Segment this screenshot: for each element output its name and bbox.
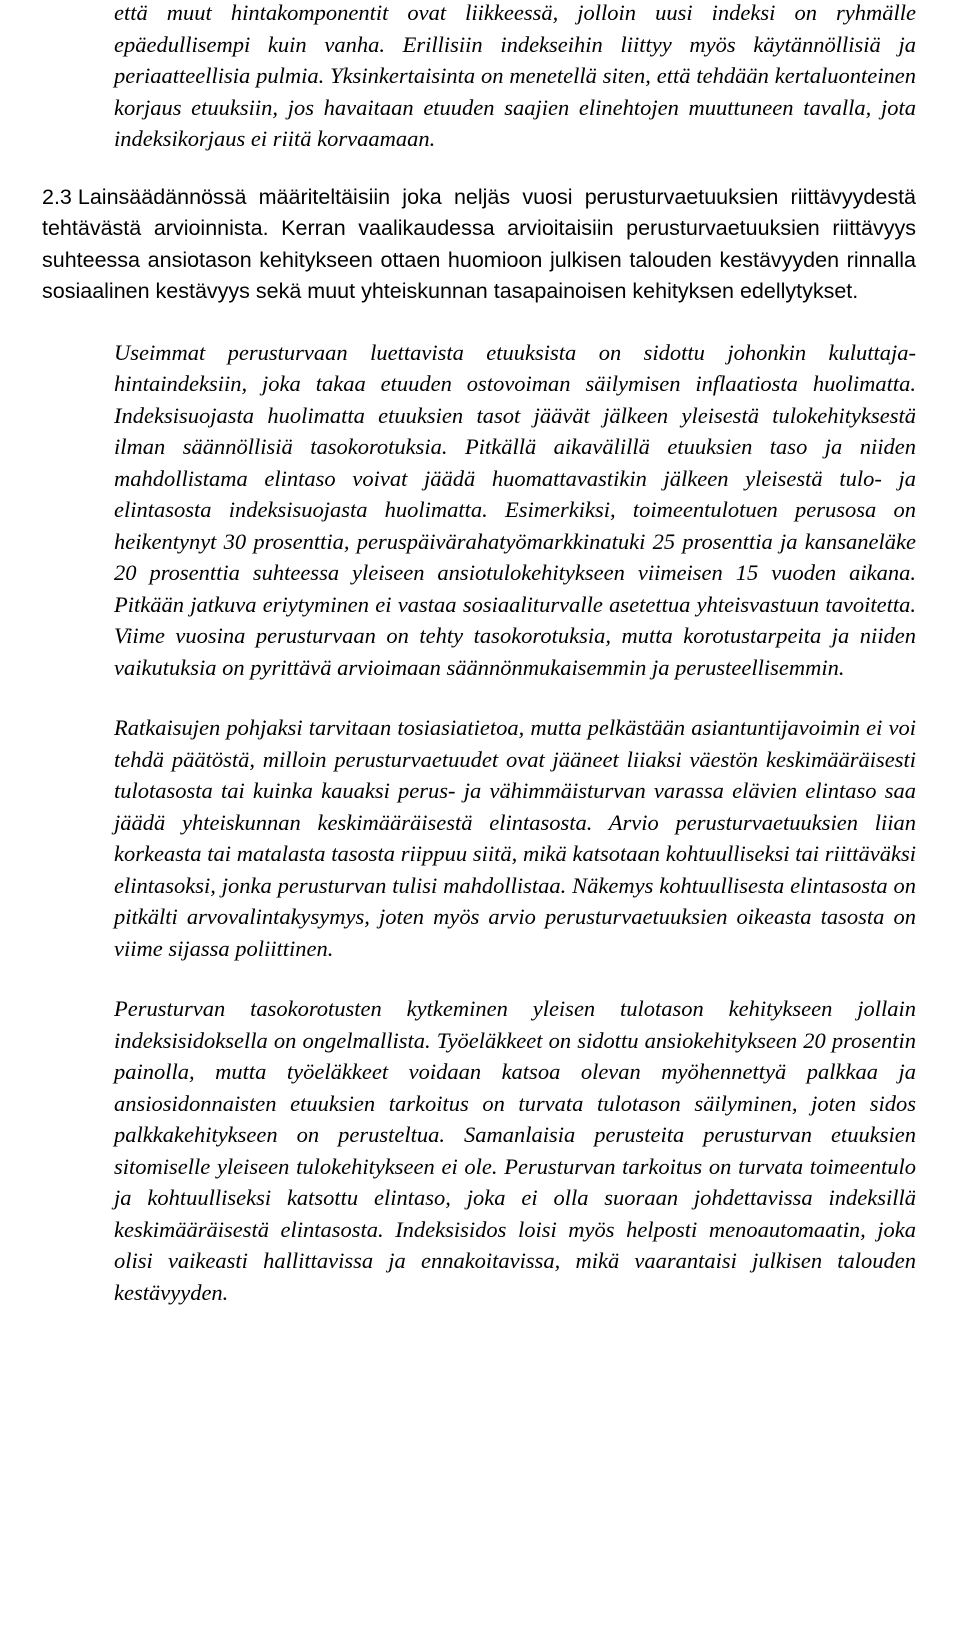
document-page xyxy=(42,0,916,1308)
section-2-3 xyxy=(42,182,916,308)
section-2-3-text: Lainsäädännössä määriteltäisiin joka neljäs vuosi perusturvaetuuksien riittävyydestä tehtävästä arvioinnista. Kerran vaalikaudessa arvioitaisiin perusturvaetuuksien riittävyys suhteessa ansiotason kehitykseen ottaen huomioon julkisen talouden kestävyyden rinnalla sosiaalinen kestävyys sekä muut yhteiskunnan tasapainoisen kehityksen edellytykset. xyxy=(42,184,916,303)
paragraph-price-index: että muut hintakomponentit ovat liikkeessä, jolloin uusi indeksi on ryhmälle epäedullisempi kuin vanha. Erillisiin indekseihin liittyy myös käytännöllisiä ja periaatteellisia pulmia. Yksinkertaisinta on menetellä siten, että tehdään kertaluonteinen korjaus etuuksiin, jos havaitaan etuuden saajien elinehtojen muuttuneen tavalla, jota indeksikorjaus ei riitä korvaamaan. xyxy=(114,0,916,151)
section-number: 2.3 xyxy=(42,184,72,209)
paragraph-factual-basis: Ratkaisujen pohjaksi tarvitaan tosiasiatietoa, mutta pelkästään asiantuntijavoimin ei voi tehdä päätöstä, milloin perusturvaetuudet ovat jääneet liiaksi väestön keskimääräisesti tulotasosta tai kuinka kauaksi perus- ja vähimmäisturvan varassa elävien elintaso saa jäädä yhteiskunnan keskimääräisestä elintasosta. Arvio perusturvaetuuksien liian korkeasta tai matalasta tasosta riippuu siitä, mikä katsotaan kohtuulliseksi tai riittäväksi elintasoksi, jonka perusturvan tulisi mahdollistaa. Näkemys kohtuullisesta elintasosta on pitkälti arvovalintakysymys, joten myös arvio perusturvaetuuksien oikeasta tasosta on viime sijassa poliittinen. xyxy=(114,715,916,961)
paragraph-income-linkage: Perusturvan tasokorotusten kytkeminen yleisen tulotason kehitykseen jollain indeksisidoksella on ongelmallista. Työeläkkeet on sidottu ansiokehitykseen 20 prosentin painolla, mutta työeläkkeet voidaan katsoa olevan myöhennettyä palkkaa ja ansiosidonnaisten etuuksien tarkoitus on turvata tulotason säilyminen, joten sidos palkkakehitykseen on perusteltua. Samanlaisia perusteita perusturvan etuuksien sitomiselle yleiseen tulokehitykseen ei ole. Perusturvan tarkoitus on turvata toimeentulo ja kohtuulliseksi katsottu elintaso, joka ei olla suoraan johdettavissa indeksillä keskimääräisestä elintasosta. Indeksisidos loisi myös helposti menoautomaatin, joka olisi vaikeasti hallittavissa ja ennakoitavissa, mikä vaarantaisi julkisen talouden kestävyyden. xyxy=(114,996,916,1305)
paragraph-indexation: Useimmat perusturvaan luettavista etuuksista on sidottu johonkin kuluttaja-hintaindeksiin, joka takaa etuuden ostovoiman säilymisen inflaatiosta huolimatta. Indeksisuojasta huolimatta etuuksien tasot jäävät jälkeen yleisestä tulokehityksestä ilman säännöllisiä tasokorotuksia. Pitkällä aikavälillä etuuksien taso ja niiden mahdollistama elintaso voivat jäädä huomattavastikin jälkeen yleisestä tulo- ja elintasosta indeksisuojasta huolimatta. Esimerkiksi, toimeentulotuen perusosa on heikentynyt 30 prosenttia, peruspäivärahatyömarkkinatuki 25 prosenttia ja kansaneläke 20 prosenttia suhteessa yleiseen ansiotulokehitykseen viimeisen 15 vuoden aikana. Pitkään jatkuva eriytyminen ei vastaa sosiaaliturvalle asetettua yhteisvastuun tavoitetta. Viime vuosina perusturvaan on tehty tasokorotuksia, mutta korotustarpeita ja niiden vaikutuksia on pyrittävä arvioimaan säännönmukaisemmin ja perusteellisemmin. xyxy=(114,339,916,680)
